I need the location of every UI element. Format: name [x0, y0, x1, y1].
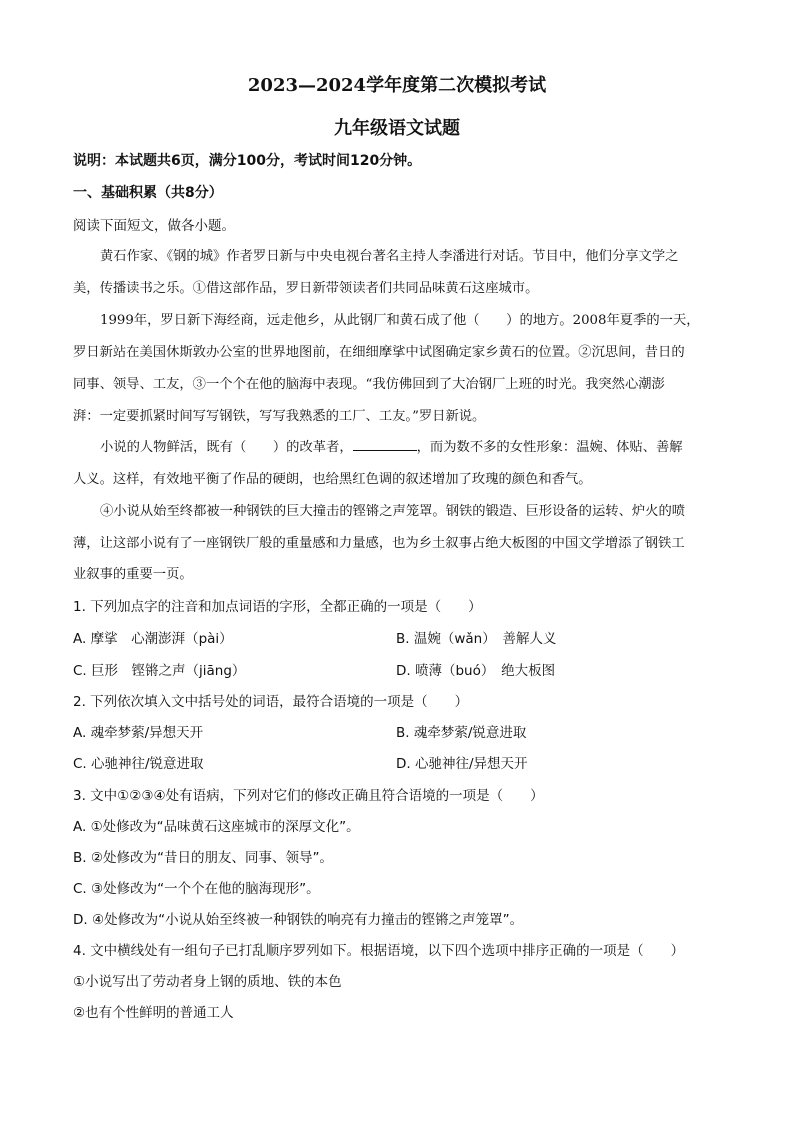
option-b: B. ②处修改为“昔日的朋友、同事、领导”。	[73, 850, 333, 866]
passage-line: 业叙事的重要一页。	[73, 567, 193, 582]
sentence-item: ②也有个性鲜明的普通工人	[73, 1005, 234, 1021]
option-d: D. 心驰神往/异想天开	[396, 756, 528, 772]
option-a: A. ①处修改为“品味黄石这座城市的深厚文化”。	[73, 819, 360, 835]
question-stem: 4. 文中横线处有一组句子已打乱顺序罗列如下。根据语境，以下四个选项中排序正确的一项是（ ）	[73, 943, 685, 959]
passage-line: 罗日新站在美国休斯敦办公室的世界地图前，在细细摩挲中试图确定家乡黄石的位置。②沉思间，昔日的	[73, 345, 685, 360]
option-b: B. 魂牵梦萦/锐意进取	[396, 725, 527, 741]
option-d: D. 喷薄（buó） 绝大板图	[396, 663, 556, 679]
passage-line: ④小说从始至终都被一种钢铁的巨大撞击的铿锵之声笼罩。钢铁的锻造、巨形设备的运转、炉火的喷	[100, 504, 686, 519]
passage-line: 美，传播读书之乐。①借这部作品，罗日新带领读者们共同品味黄石这座城市。	[73, 281, 539, 296]
section-intro: 阅读下面短文，做各小题。	[73, 218, 235, 234]
passage-line: 黄石作家、《钢的城》作者罗日新与中央电视台著名主持人李潘进行对话。节目中，他们分享文学之	[100, 249, 679, 264]
passage-line: 人义。这样，有效地平衡了作品的硬朗，也给黑红色调的叙述增加了玫瑰的颜色和香气。	[73, 472, 592, 487]
option-c: C. 巨形 铿锵之声（jiāng）	[73, 663, 246, 679]
passage-line-with-blank	[100, 436, 746, 455]
question-stem: 1. 下列加点字的注音和加点词语的字形，全都正确的一项是（ ）	[73, 599, 482, 615]
passage-line: 1999年，罗日新下海经商，远走他乡，从此钢厂和黄石成了他（ ）的地方。2008年夏季的一天，	[100, 313, 700, 328]
exam-subtitle: 九年级语文试题	[334, 118, 460, 139]
question-stem: 3. 文中①②③④处有语病，下列对它们的修改正确且符合语境的一项是（ ）	[73, 788, 544, 804]
option-d: D. ④处修改为“小说从始至终被一种钢铁的响亮有力撞击的铿锵之声笼罩”。	[73, 912, 524, 928]
exam-title: 2023—2024学年度第二次模拟考试	[247, 75, 547, 96]
option-a: A. 摩挲 心潮澎湃（pài）	[73, 631, 233, 647]
sentence-item: ①小说写出了劳动者身上钢的质地、铁的本色	[73, 974, 342, 990]
fill-blank-line	[353, 438, 417, 451]
section-heading: 一、基础积累（共8分）	[73, 185, 223, 201]
option-a: A. 魂牵梦萦/异想天开	[73, 725, 204, 741]
passage-fragment: ，而为数不多的女性形象：温婉、体贴、善解	[416, 440, 683, 455]
option-b: B. 温婉（wǎn） 善解人义	[396, 631, 557, 647]
exam-instructions: 说明：本试题共6页，满分100分，考试时间120分钟。	[73, 153, 422, 169]
passage-fragment: 小说的人物鲜活，既有（ ）的改革者，	[100, 440, 353, 455]
passage-line: 同事、领导、工友，③一个个在他的脑海中表现。“我仿佛回到了大冶钢厂上班的时光。我突然心潮澎	[73, 377, 665, 392]
option-c: C. 心驰神往/锐意进取	[73, 756, 204, 772]
passage-line: 湃：一定要抓紧时间写写钢铁，写写我熟悉的工厂、工友。”罗日新说。	[73, 409, 486, 424]
passage-line: 薄，让这部小说有了一座钢铁厂般的重量感和力量感，也为乡土叙事占绝大板图的中国文学增添了钢铁工	[73, 536, 685, 551]
question-stem: 2. 下列依次填入文中括号处的词语，最符合语境的一项是（ ）	[73, 694, 469, 710]
option-c: C. ③处修改为“一个个在他的脑海现形”。	[73, 881, 320, 897]
